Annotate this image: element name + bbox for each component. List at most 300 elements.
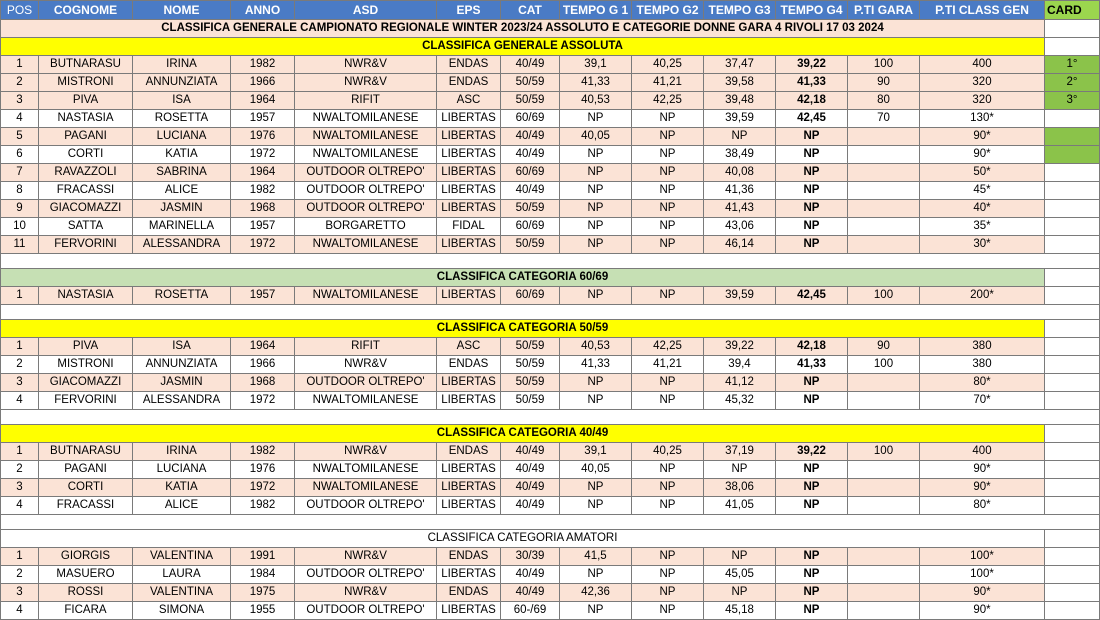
cell-cognome: SATTA (39, 218, 133, 236)
cat5059-title: CLASSIFICA CATEGORIA 50/59 (1, 320, 1045, 338)
cell-g4: 41,33 (776, 356, 848, 374)
cell-anno: 1982 (231, 443, 295, 461)
cell-cognome: PAGANI (39, 128, 133, 146)
cell-cognome: FICARA (39, 602, 133, 620)
main-title-row (1, 20, 1100, 38)
cell-gara: 100 (848, 287, 920, 305)
cell-gen: 80* (920, 374, 1045, 392)
cell-g3: NP (704, 548, 776, 566)
table-row (1, 128, 1100, 146)
cell-card: 3° (1045, 92, 1100, 110)
table-row (1, 287, 1100, 305)
cell-asd: RIFIT (295, 338, 437, 356)
cell-eps: ENDAS (437, 56, 501, 74)
table-row (1, 548, 1100, 566)
cell-nome: VALENTINA (133, 548, 231, 566)
table-row (1, 443, 1100, 461)
cell-pos: 2 (1, 461, 39, 479)
cell-g1: NP (560, 200, 632, 218)
cell-anno: 1976 (231, 461, 295, 479)
cell-anno: 1975 (231, 584, 295, 602)
cell-cat: 40/49 (501, 56, 560, 74)
cell-gara (848, 479, 920, 497)
table-row (1, 110, 1100, 128)
cell-cat: 50/59 (501, 236, 560, 254)
header-punti-class-gen: P.TI CLASS GEN (920, 1, 1045, 20)
cell-g3: 37,47 (704, 56, 776, 74)
cell-pos: 2 (1, 74, 39, 92)
cell-g1: NP (560, 374, 632, 392)
cell-gara: 90 (848, 338, 920, 356)
cell-gen: 380 (920, 338, 1045, 356)
cell-g4: 42,45 (776, 287, 848, 305)
header-asd: ASD (295, 1, 437, 20)
header-tempo-g3: TEMPO G3 (704, 1, 776, 20)
cell-asd: OUTDOOR OLTREPO' (295, 164, 437, 182)
cell-g1: NP (560, 392, 632, 410)
card-empty (1045, 269, 1100, 287)
cell-g1: NP (560, 479, 632, 497)
cell-cognome: GIACOMAZZI (39, 374, 133, 392)
cell-asd: NWALTOMILANESE (295, 128, 437, 146)
cell-g3: NP (704, 584, 776, 602)
main-title: CLASSIFICA GENERALE CAMPIONATO REGIONALE WINTER 2023/24 ASSOLUTO E CATEGORIE DONNE GARA 4 RIVOLI 17 03 2024 (1, 20, 1045, 38)
cell-g2: NP (632, 146, 704, 164)
cell-cognome: MISTRONI (39, 74, 133, 92)
card-empty (1045, 38, 1100, 56)
cell-asd: NWALTOMILANESE (295, 236, 437, 254)
cell-g4: NP (776, 392, 848, 410)
cat6069-title-row (1, 269, 1100, 287)
cell-g4: NP (776, 218, 848, 236)
cell-eps: LIBERTAS (437, 182, 501, 200)
cell-eps: LIBERTAS (437, 146, 501, 164)
cell-gen: 90* (920, 602, 1045, 620)
cell-gara (848, 236, 920, 254)
cell-cat: 50/59 (501, 200, 560, 218)
cell-cognome: FRACASSI (39, 182, 133, 200)
cell-pos: 9 (1, 200, 39, 218)
cell-asd: OUTDOOR OLTREPO' (295, 497, 437, 515)
table-row (1, 200, 1100, 218)
card-empty (1045, 320, 1100, 338)
cell-eps: ENDAS (437, 548, 501, 566)
cell-gen: 320 (920, 74, 1045, 92)
cell-g3: 37,19 (704, 443, 776, 461)
table-row (1, 218, 1100, 236)
cell-nome: VALENTINA (133, 584, 231, 602)
cell-nome: ROSETTA (133, 287, 231, 305)
cell-card (1045, 602, 1100, 620)
cell-asd: NWR&V (295, 548, 437, 566)
cell-g3: 41,05 (704, 497, 776, 515)
cell-g4: NP (776, 182, 848, 200)
cell-cat: 40/49 (501, 584, 560, 602)
cell-g1: 40,05 (560, 128, 632, 146)
cell-nome: JASMIN (133, 374, 231, 392)
cell-g3: 46,14 (704, 236, 776, 254)
cell-nome: SABRINA (133, 164, 231, 182)
cell-eps: ENDAS (437, 584, 501, 602)
cell-card (1045, 287, 1100, 305)
cell-pos: 4 (1, 497, 39, 515)
cell-asd: NWALTOMILANESE (295, 146, 437, 164)
cell-nome: ALICE (133, 497, 231, 515)
cell-card (1045, 218, 1100, 236)
cell-g1: NP (560, 146, 632, 164)
cell-nome: KATIA (133, 146, 231, 164)
table-row (1, 182, 1100, 200)
cell-g3: 41,12 (704, 374, 776, 392)
cell-asd: NWR&V (295, 443, 437, 461)
cell-gara (848, 584, 920, 602)
cell-eps: LIBERTAS (437, 392, 501, 410)
cell-anno: 1955 (231, 602, 295, 620)
cell-gen: 90* (920, 128, 1045, 146)
cell-eps: LIBERTAS (437, 497, 501, 515)
cell-gen: 200* (920, 287, 1045, 305)
cell-cat: 50/59 (501, 356, 560, 374)
cell-gen: 90* (920, 146, 1045, 164)
cell-gen: 400 (920, 56, 1045, 74)
cell-cat: 60/69 (501, 287, 560, 305)
cell-gara: 100 (848, 443, 920, 461)
cell-anno: 1972 (231, 146, 295, 164)
cell-asd: NWR&V (295, 74, 437, 92)
cell-g2: 42,25 (632, 338, 704, 356)
cell-g3: 45,18 (704, 602, 776, 620)
cell-asd: OUTDOOR OLTREPO' (295, 566, 437, 584)
cell-cat: 50/59 (501, 374, 560, 392)
cell-card (1045, 338, 1100, 356)
cell-nome: LUCIANA (133, 461, 231, 479)
table-row (1, 566, 1100, 584)
cell-g3: 39,22 (704, 338, 776, 356)
cell-gara (848, 164, 920, 182)
cell-g1: NP (560, 287, 632, 305)
cell-eps: FIDAL (437, 218, 501, 236)
cell-gara (848, 497, 920, 515)
cell-pos: 1 (1, 548, 39, 566)
cell-anno: 1957 (231, 287, 295, 305)
cell-card (1045, 479, 1100, 497)
cell-g1: 41,33 (560, 74, 632, 92)
cell-gen: 380 (920, 356, 1045, 374)
cell-gen: 30* (920, 236, 1045, 254)
cell-gen: 130* (920, 110, 1045, 128)
header-pos: POS (1, 1, 39, 20)
cell-gara (848, 548, 920, 566)
cell-cat: 40/49 (501, 566, 560, 584)
cell-g4: 42,18 (776, 92, 848, 110)
cell-cognome: MISTRONI (39, 356, 133, 374)
cell-cat: 40/49 (501, 461, 560, 479)
cell-anno: 1964 (231, 92, 295, 110)
cell-g1: NP (560, 566, 632, 584)
cell-gen: 35* (920, 218, 1045, 236)
cell-g4: NP (776, 548, 848, 566)
cell-eps: LIBERTAS (437, 236, 501, 254)
cell-asd: OUTDOOR OLTREPO' (295, 182, 437, 200)
cell-pos: 3 (1, 479, 39, 497)
cell-cat: 40/49 (501, 479, 560, 497)
cell-asd: BORGARETTO (295, 218, 437, 236)
cell-nome: IRINA (133, 443, 231, 461)
cell-g4: NP (776, 200, 848, 218)
cell-g2: NP (632, 602, 704, 620)
cell-g1: NP (560, 602, 632, 620)
cell-g2: NP (632, 392, 704, 410)
cell-gen: 70* (920, 392, 1045, 410)
cell-gen: 80* (920, 497, 1045, 515)
cell-g3: 41,36 (704, 182, 776, 200)
cell-g3: 39,4 (704, 356, 776, 374)
cell-pos: 1 (1, 443, 39, 461)
cell-cognome: NASTASIA (39, 110, 133, 128)
cell-cat: 60/69 (501, 164, 560, 182)
cell-g1: NP (560, 236, 632, 254)
cell-g1: NP (560, 110, 632, 128)
cell-g1: 41,33 (560, 356, 632, 374)
cell-cognome: PIVA (39, 338, 133, 356)
cell-gara (848, 602, 920, 620)
table-row (1, 236, 1100, 254)
header-eps: EPS (437, 1, 501, 20)
cell-gen: 90* (920, 584, 1045, 602)
cell-cat: 40/49 (501, 146, 560, 164)
cell-asd: RIFIT (295, 92, 437, 110)
cell-nome: LAURA (133, 566, 231, 584)
cell-g2: 41,21 (632, 356, 704, 374)
cell-gen: 90* (920, 479, 1045, 497)
header-punti-gara: P.TI GARA (848, 1, 920, 20)
cell-nome: ANNUNZIATA (133, 356, 231, 374)
cell-pos: 1 (1, 338, 39, 356)
cell-g3: 38,49 (704, 146, 776, 164)
table-row (1, 356, 1100, 374)
cell-nome: ALICE (133, 182, 231, 200)
cell-nome: SIMONA (133, 602, 231, 620)
cell-eps: ENDAS (437, 356, 501, 374)
cell-cat: 60/69 (501, 218, 560, 236)
cell-pos: 4 (1, 602, 39, 620)
cell-cognome: GIORGIS (39, 548, 133, 566)
cell-g4: 42,45 (776, 110, 848, 128)
cell-eps: LIBERTAS (437, 128, 501, 146)
cat6069-title: CLASSIFICA CATEGORIA 60/69 (1, 269, 1045, 287)
cell-g1: 41,5 (560, 548, 632, 566)
cell-g2: NP (632, 566, 704, 584)
cell-asd: OUTDOOR OLTREPO' (295, 374, 437, 392)
cell-nome: KATIA (133, 479, 231, 497)
cell-gara: 100 (848, 356, 920, 374)
cell-g2: NP (632, 182, 704, 200)
cell-g2: NP (632, 236, 704, 254)
cell-pos: 7 (1, 164, 39, 182)
cell-gara (848, 146, 920, 164)
cell-g3: 39,48 (704, 92, 776, 110)
cell-gen: 400 (920, 443, 1045, 461)
cell-g4: NP (776, 236, 848, 254)
cell-cat: 40/49 (501, 128, 560, 146)
cell-g4: 39,22 (776, 443, 848, 461)
cell-card (1045, 182, 1100, 200)
cell-card: 1° (1045, 56, 1100, 74)
cell-card (1045, 146, 1100, 164)
cell-eps: ASC (437, 338, 501, 356)
cell-g1: 42,36 (560, 584, 632, 602)
cell-pos: 4 (1, 110, 39, 128)
cell-g3: 40,08 (704, 164, 776, 182)
cell-g3: 43,06 (704, 218, 776, 236)
cell-anno: 1984 (231, 566, 295, 584)
cell-eps: LIBERTAS (437, 374, 501, 392)
cell-g4: NP (776, 497, 848, 515)
cell-cognome: GIACOMAZZI (39, 200, 133, 218)
cell-g1: NP (560, 497, 632, 515)
cell-nome: ANNUNZIATA (133, 74, 231, 92)
cell-asd: NWALTOMILANESE (295, 461, 437, 479)
cell-card (1045, 236, 1100, 254)
cell-cognome: CORTI (39, 479, 133, 497)
cat4049-title: CLASSIFICA CATEGORIA 40/49 (1, 425, 1045, 443)
cell-cognome: ROSSI (39, 584, 133, 602)
cell-g1: 39,1 (560, 56, 632, 74)
table-row (1, 92, 1100, 110)
cell-anno: 1982 (231, 56, 295, 74)
cell-g2: 41,21 (632, 74, 704, 92)
cell-card (1045, 566, 1100, 584)
cell-g4: NP (776, 374, 848, 392)
cell-g2: NP (632, 497, 704, 515)
cell-cat: 60/69 (501, 110, 560, 128)
cell-asd: NWR&V (295, 356, 437, 374)
cell-g3: 45,32 (704, 392, 776, 410)
cell-eps: ENDAS (437, 74, 501, 92)
cell-eps: LIBERTAS (437, 461, 501, 479)
cell-g2: 40,25 (632, 443, 704, 461)
cat4049-title-row (1, 425, 1100, 443)
cell-cat: 30/39 (501, 548, 560, 566)
cell-card (1045, 548, 1100, 566)
amatori-title-row (1, 530, 1100, 548)
assoluta-title: CLASSIFICA GENERALE ASSOLUTA (1, 38, 1045, 56)
cell-gen: 100* (920, 548, 1045, 566)
header-cat: CAT (501, 1, 560, 20)
cell-pos: 6 (1, 146, 39, 164)
cell-g4: NP (776, 146, 848, 164)
cell-g4: NP (776, 479, 848, 497)
cell-cognome: MASUERO (39, 566, 133, 584)
cell-g2: 40,25 (632, 56, 704, 74)
card-empty (1045, 425, 1100, 443)
table-row (1, 74, 1100, 92)
header-tempo-g4: TEMPO G4 (776, 1, 848, 20)
cell-gen: 320 (920, 92, 1045, 110)
cell-g3: 41,43 (704, 200, 776, 218)
cell-gara: 90 (848, 74, 920, 92)
cell-card (1045, 443, 1100, 461)
cell-pos: 3 (1, 584, 39, 602)
cell-card (1045, 461, 1100, 479)
cell-nome: JASMIN (133, 200, 231, 218)
cell-asd: NWALTOMILANESE (295, 479, 437, 497)
cell-cat: 40/49 (501, 497, 560, 515)
cell-card (1045, 356, 1100, 374)
cell-anno: 1982 (231, 182, 295, 200)
assoluta-title-row (1, 38, 1100, 56)
cell-gen: 50* (920, 164, 1045, 182)
cell-cat: 60-/69 (501, 602, 560, 620)
cell-g1: 39,1 (560, 443, 632, 461)
cell-g3: 38,06 (704, 479, 776, 497)
table-row (1, 374, 1100, 392)
cell-anno: 1976 (231, 128, 295, 146)
cell-pos: 8 (1, 182, 39, 200)
cell-gara (848, 128, 920, 146)
cell-gara: 70 (848, 110, 920, 128)
table-row (1, 338, 1100, 356)
cell-cognome: PIVA (39, 92, 133, 110)
cell-card: 2° (1045, 74, 1100, 92)
cell-gara (848, 218, 920, 236)
cell-anno: 1982 (231, 497, 295, 515)
cell-anno: 1991 (231, 548, 295, 566)
cell-g4: NP (776, 602, 848, 620)
header-anno: ANNO (231, 1, 295, 20)
cell-nome: ALESSANDRA (133, 392, 231, 410)
cell-g4: NP (776, 128, 848, 146)
spacer-row (1, 254, 1100, 269)
table-row (1, 497, 1100, 515)
cell-eps: ENDAS (437, 443, 501, 461)
cell-cognome: RAVAZZOLI (39, 164, 133, 182)
cell-card (1045, 497, 1100, 515)
cell-anno: 1964 (231, 338, 295, 356)
cell-asd: NWR&V (295, 56, 437, 74)
cell-pos: 1 (1, 56, 39, 74)
cell-eps: LIBERTAS (437, 287, 501, 305)
cell-g4: NP (776, 461, 848, 479)
cell-eps: LIBERTAS (437, 110, 501, 128)
cell-cat: 40/49 (501, 443, 560, 461)
cell-gen: 90* (920, 461, 1045, 479)
cell-g3: 45,05 (704, 566, 776, 584)
cell-gen: 40* (920, 200, 1045, 218)
cell-gara (848, 566, 920, 584)
cell-g2: NP (632, 110, 704, 128)
cell-g1: 40,53 (560, 338, 632, 356)
cell-pos: 4 (1, 392, 39, 410)
cell-cat: 50/59 (501, 392, 560, 410)
cell-g2: NP (632, 548, 704, 566)
cell-pos: 10 (1, 218, 39, 236)
cell-gen: 100* (920, 566, 1045, 584)
cell-cognome: FERVORINI (39, 236, 133, 254)
cell-g1: 40,05 (560, 461, 632, 479)
cell-nome: ISA (133, 92, 231, 110)
cell-g3: NP (704, 128, 776, 146)
cell-cognome: BUTNARASU (39, 56, 133, 74)
spacer-row (1, 515, 1100, 530)
cell-g1: 40,53 (560, 92, 632, 110)
cell-cognome: NASTASIA (39, 287, 133, 305)
cell-g2: NP (632, 128, 704, 146)
cell-card (1045, 392, 1100, 410)
cell-card (1045, 164, 1100, 182)
cell-eps: ASC (437, 92, 501, 110)
cell-card (1045, 200, 1100, 218)
